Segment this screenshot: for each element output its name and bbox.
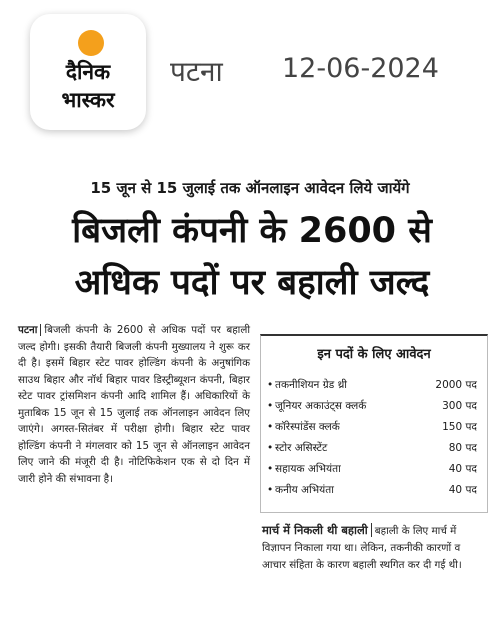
dateline: पटना bbox=[18, 324, 41, 336]
logo-line-1: दैनिक bbox=[65, 60, 111, 84]
bullet-icon: • bbox=[267, 400, 274, 412]
post-row bbox=[267, 460, 481, 478]
headline-line-2: अधिक पदों पर बहाली जल्द bbox=[74, 263, 430, 303]
post-row bbox=[267, 481, 481, 499]
bullet-icon: • bbox=[267, 463, 274, 475]
post-name: तकनीशियन ग्रेड थ्री bbox=[275, 379, 348, 391]
bullet-icon: • bbox=[267, 442, 274, 454]
post-row bbox=[267, 376, 481, 394]
sub-article-text: बहाली के लिए मार्च में विज्ञापन निकाला गया था। लेकिन, तकनीकी कारणों व आचार संहिता के कारण बहाली स्थगित कर दी गई थी। bbox=[262, 525, 462, 571]
edition-date: 12-06-2024 bbox=[282, 53, 439, 84]
post-name: जूनियर अकाउंट्स क्लर्क bbox=[275, 400, 367, 412]
sun-icon bbox=[78, 30, 104, 56]
post-name: सहायक अभियंता bbox=[275, 463, 341, 475]
post-name: स्टोर असिस्टेंट bbox=[275, 442, 328, 454]
post-count: 40 पद bbox=[448, 484, 477, 496]
sub-article bbox=[262, 522, 486, 574]
sub-article-heading: मार्च में निकली थी बहाली bbox=[262, 523, 372, 537]
edition-city: पटना bbox=[170, 55, 223, 88]
article-kicker: 15 जून से 15 जुलाई तक ऑनलाइन आवेदन लिये जायेंगे bbox=[90, 179, 410, 197]
post-count: 2000 पद bbox=[435, 379, 477, 391]
bullet-icon: • bbox=[267, 379, 274, 391]
bullet-icon: • bbox=[267, 421, 274, 433]
logo-line-2: भास्कर bbox=[61, 88, 115, 112]
headline-line-1: बिजली कंपनी के 2600 से bbox=[72, 211, 432, 251]
posts-box bbox=[260, 334, 488, 513]
body-text: बिजली कंपनी के 2600 से अधिक पदों पर बहाली जल्द होगी। इसकी तैयारी बिजली कंपनी मुख्यालय ने शुरू कर दी है। इसमें बिहार स्टेट पावर होल्डिंग कंपनी के अनुषांगिक साउथ बिहार और नॉर्थ बिहार पावर डिस्ट्रीब्यूशन कंपनी, बिहार स्टेट पावर ट्रांसमिशन कंपनी आदि शामिल हैं। अधिकारियों के मुताबिक 15 जून से 15 जुलाई तक ऑनलाइन आवेदन लिए जाएंगे। अगस्त-सितंबर में परीक्षा होगी। बिहार स्टेट पावर होल्डिंग कंपनी ने मंगलवार को 15 जून से ऑनलाइन आवेदन लिए जाने की मंजूरी दी है। नोटिफिकेशन एक से दो दिन में जारी होने की संभावना है। bbox=[18, 324, 250, 485]
post-row bbox=[267, 418, 481, 436]
article-headline bbox=[12, 205, 492, 309]
post-row bbox=[267, 439, 481, 457]
article-body bbox=[18, 322, 250, 487]
bullet-icon: • bbox=[267, 484, 274, 496]
post-count: 300 पद bbox=[442, 400, 477, 412]
post-name: कॉरेस्पांडेंस क्लर्क bbox=[275, 421, 340, 433]
posts-box-title: इन पदों के लिए आवेदन bbox=[317, 347, 431, 362]
post-count: 40 पद bbox=[448, 463, 477, 475]
dainik-bhaskar-logo bbox=[30, 14, 146, 130]
post-row bbox=[267, 397, 481, 415]
post-count: 150 पद bbox=[442, 421, 477, 433]
post-name: कनीय अभियंता bbox=[275, 484, 334, 496]
post-count: 80 पद bbox=[448, 442, 477, 454]
